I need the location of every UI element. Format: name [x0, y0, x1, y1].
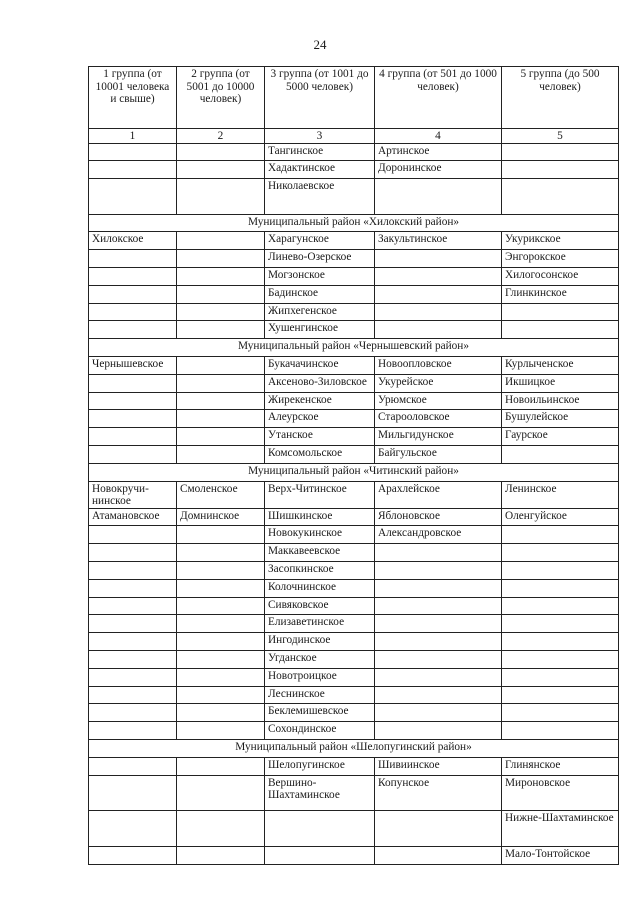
table-row: [89, 526, 619, 544]
group-1-cell: Атамановское: [89, 508, 177, 526]
group-5-cell: [502, 668, 619, 686]
group-5-cell: [502, 143, 619, 161]
group-4-cell: [375, 615, 502, 633]
table-row: [89, 481, 619, 508]
district-title: Муниципальный район «Читинский район»: [89, 463, 619, 481]
group-4-cell: Арахлейское: [375, 481, 502, 508]
table-row: [89, 250, 619, 268]
group-2-cell: [177, 526, 265, 544]
group-4-cell: Доронинское: [375, 161, 502, 179]
group-4-cell: [375, 846, 502, 864]
group-5-cell: Икшицкое: [502, 374, 619, 392]
group-2-cell: [177, 615, 265, 633]
group-3-cell: Комсомольское: [265, 446, 375, 464]
group-4-cell: Александровское: [375, 526, 502, 544]
group-1-cell: [89, 579, 177, 597]
group-5-cell: [502, 704, 619, 722]
group-3-cell: Хушенгинское: [265, 321, 375, 339]
table-row: [89, 811, 619, 847]
group-1-cell: [89, 544, 177, 562]
table-row: [89, 357, 619, 375]
district-title: Муниципальный район «Хилокский район»: [89, 214, 619, 232]
column-number: 3: [265, 129, 375, 144]
group-2-cell: [177, 597, 265, 615]
group-4-cell: Закультинское: [375, 232, 502, 250]
group-1-cell: [89, 285, 177, 303]
header-group-4: 4 группа (от 501 до 1000 человек): [375, 67, 502, 129]
table-header-row: [89, 67, 619, 129]
group-4-cell: Укурейское: [375, 374, 502, 392]
table-row: [89, 303, 619, 321]
group-3-cell: Ингодинское: [265, 633, 375, 651]
group-2-cell: [177, 757, 265, 775]
group-5-cell: [502, 526, 619, 544]
table-row: [89, 686, 619, 704]
group-4-cell: Мильгидунское: [375, 428, 502, 446]
group-2-cell: [177, 775, 265, 811]
group-4-cell: Урюмское: [375, 392, 502, 410]
district-title: Муниципальный район «Чернышевский район»: [89, 339, 619, 357]
group-1-cell: Новокручи-нинское: [89, 481, 177, 508]
group-2-cell: [177, 633, 265, 651]
table-row: [89, 668, 619, 686]
group-4-cell: [375, 562, 502, 580]
group-4-cell: Копунское: [375, 775, 502, 811]
group-3-cell: [265, 846, 375, 864]
district-header-row: [89, 463, 619, 481]
table-row: [89, 321, 619, 339]
group-3-cell: Сохондинское: [265, 722, 375, 740]
group-3-cell: Новотроицкое: [265, 668, 375, 686]
header-group-5: 5 группа (до 500 человек): [502, 67, 619, 129]
group-3-cell: Вершино-Шахтаминское: [265, 775, 375, 811]
column-number: 1: [89, 129, 177, 144]
group-4-cell: Яблоновское: [375, 508, 502, 526]
group-1-cell: [89, 428, 177, 446]
district-header-row: [89, 339, 619, 357]
table-row: [89, 722, 619, 740]
table-row: [89, 562, 619, 580]
group-1-cell: [89, 615, 177, 633]
header-group-3: 3 группа (от 1001 до 5000 человек): [265, 67, 375, 129]
table-row: [89, 232, 619, 250]
group-1-cell: [89, 161, 177, 179]
group-1-cell: [89, 775, 177, 811]
group-5-cell: Глинкинское: [502, 285, 619, 303]
table-row: [89, 268, 619, 286]
table-row: [89, 143, 619, 161]
group-1-cell: [89, 668, 177, 686]
group-3-cell: [265, 811, 375, 847]
group-3-cell: Шишкинское: [265, 508, 375, 526]
district-header-row: [89, 214, 619, 232]
group-3-cell: Тангинское: [265, 143, 375, 161]
group-2-cell: [177, 704, 265, 722]
group-5-cell: [502, 161, 619, 179]
group-4-cell: [375, 321, 502, 339]
group-5-cell: Гаурское: [502, 428, 619, 446]
table-row: [89, 579, 619, 597]
table-row: [89, 775, 619, 811]
group-1-cell: [89, 562, 177, 580]
group-2-cell: [177, 392, 265, 410]
group-5-cell: Бушулейское: [502, 410, 619, 428]
group-2-cell: [177, 232, 265, 250]
group-2-cell: [177, 374, 265, 392]
group-2-cell: [177, 722, 265, 740]
group-5-cell: Курлыченское: [502, 357, 619, 375]
table-row: [89, 446, 619, 464]
group-3-cell: Утанское: [265, 428, 375, 446]
group-3-cell: Верх-Читинское: [265, 481, 375, 508]
group-1-cell: [89, 303, 177, 321]
district-header-row: [89, 740, 619, 758]
group-2-cell: [177, 179, 265, 215]
group-3-cell: Леснинское: [265, 686, 375, 704]
group-3-cell: Аксеново-Зиловское: [265, 374, 375, 392]
group-2-cell: [177, 357, 265, 375]
group-5-cell: [502, 633, 619, 651]
table-row: [89, 846, 619, 864]
group-3-cell: Жипхегенское: [265, 303, 375, 321]
group-2-cell: [177, 143, 265, 161]
group-1-cell: [89, 757, 177, 775]
group-5-cell: [502, 722, 619, 740]
group-3-cell: Маккавеевское: [265, 544, 375, 562]
group-4-cell: [375, 704, 502, 722]
group-2-cell: [177, 428, 265, 446]
group-1-cell: [89, 651, 177, 669]
group-5-cell: Новоильинское: [502, 392, 619, 410]
group-4-cell: [375, 268, 502, 286]
table-row: [89, 615, 619, 633]
group-5-cell: Мало-Тонтойское: [502, 846, 619, 864]
group-1-cell: [89, 392, 177, 410]
group-1-cell: [89, 704, 177, 722]
page-number: 24: [313, 37, 327, 52]
group-2-cell: [177, 668, 265, 686]
group-5-cell: [502, 303, 619, 321]
group-2-cell: [177, 651, 265, 669]
group-5-cell: [502, 597, 619, 615]
group-1-cell: [89, 722, 177, 740]
group-4-cell: [375, 722, 502, 740]
group-4-cell: [375, 285, 502, 303]
group-3-cell: Харагунское: [265, 232, 375, 250]
group-5-cell: [502, 544, 619, 562]
group-1-cell: [89, 597, 177, 615]
column-number: 5: [502, 129, 619, 144]
group-4-cell: Артинское: [375, 143, 502, 161]
column-number: 2: [177, 129, 265, 144]
group-2-cell: [177, 562, 265, 580]
group-1-cell: [89, 811, 177, 847]
group-3-cell: Николаевское: [265, 179, 375, 215]
group-4-cell: Шивиинское: [375, 757, 502, 775]
group-2-cell: [177, 446, 265, 464]
group-3-cell: Беклемишевское: [265, 704, 375, 722]
group-4-cell: [375, 303, 502, 321]
group-4-cell: [375, 250, 502, 268]
group-1-cell: [89, 686, 177, 704]
group-1-cell: Хилокское: [89, 232, 177, 250]
group-3-cell: Бадинское: [265, 285, 375, 303]
group-2-cell: Домнинское: [177, 508, 265, 526]
table-row: [89, 704, 619, 722]
group-1-cell: [89, 446, 177, 464]
table-row: [89, 410, 619, 428]
group-2-cell: [177, 250, 265, 268]
header-group-2: 2 группа (от 5001 до 10000 человек): [177, 67, 265, 129]
group-3-cell: Алеурское: [265, 410, 375, 428]
group-5-cell: Глинянское: [502, 757, 619, 775]
group-3-cell: Жирекенское: [265, 392, 375, 410]
group-2-cell: [177, 285, 265, 303]
group-4-cell: [375, 579, 502, 597]
column-number-row: [89, 129, 619, 144]
group-5-cell: Хилогосонское: [502, 268, 619, 286]
table-row: [89, 428, 619, 446]
group-4-cell: Байгульское: [375, 446, 502, 464]
group-1-cell: [89, 374, 177, 392]
group-2-cell: [177, 811, 265, 847]
group-4-cell: [375, 686, 502, 704]
group-5-cell: Энгорокское: [502, 250, 619, 268]
group-5-cell: [502, 179, 619, 215]
group-2-cell: [177, 846, 265, 864]
table-row: [89, 757, 619, 775]
group-5-cell: Оленгуйское: [502, 508, 619, 526]
table-row: [89, 544, 619, 562]
table-row: [89, 597, 619, 615]
group-5-cell: [502, 686, 619, 704]
group-3-cell: Шелопугинское: [265, 757, 375, 775]
group-4-cell: Новоопловское: [375, 357, 502, 375]
table-row: [89, 633, 619, 651]
table-row: [89, 285, 619, 303]
group-5-cell: Мироновское: [502, 775, 619, 811]
group-3-cell: Колочнинское: [265, 579, 375, 597]
group-5-cell: [502, 579, 619, 597]
column-number: 4: [375, 129, 502, 144]
group-1-cell: [89, 250, 177, 268]
group-5-cell: [502, 615, 619, 633]
group-5-cell: [502, 321, 619, 339]
group-4-cell: [375, 668, 502, 686]
group-5-cell: Ленинское: [502, 481, 619, 508]
group-1-cell: [89, 179, 177, 215]
group-2-cell: [177, 303, 265, 321]
group-3-cell: Линево-Озерское: [265, 250, 375, 268]
table-row: [89, 651, 619, 669]
group-3-cell: Могзонское: [265, 268, 375, 286]
group-3-cell: Сивяковское: [265, 597, 375, 615]
group-2-cell: Смоленское: [177, 481, 265, 508]
group-1-cell: [89, 410, 177, 428]
group-2-cell: [177, 161, 265, 179]
table-row: [89, 392, 619, 410]
group-5-cell: [502, 446, 619, 464]
group-4-cell: Старооловское: [375, 410, 502, 428]
group-5-cell: Нижне-Шахтаминское: [502, 811, 619, 847]
group-1-cell: [89, 321, 177, 339]
group-2-cell: [177, 544, 265, 562]
group-3-cell: Засопкинское: [265, 562, 375, 580]
group-3-cell: Новокукинское: [265, 526, 375, 544]
group-2-cell: [177, 268, 265, 286]
group-5-cell: [502, 651, 619, 669]
group-1-cell: [89, 526, 177, 544]
group-4-cell: [375, 633, 502, 651]
group-1-cell: [89, 846, 177, 864]
group-4-cell: [375, 811, 502, 847]
group-5-cell: [502, 562, 619, 580]
group-1-cell: [89, 143, 177, 161]
group-4-cell: [375, 597, 502, 615]
group-1-cell: [89, 268, 177, 286]
table-row: [89, 179, 619, 215]
group-5-cell: Укурикское: [502, 232, 619, 250]
group-1-cell: [89, 633, 177, 651]
municipalities-table: [88, 66, 619, 865]
district-title: Муниципальный район «Шелопугинский район»: [89, 740, 619, 758]
table-row: [89, 161, 619, 179]
group-4-cell: [375, 179, 502, 215]
group-2-cell: [177, 686, 265, 704]
group-3-cell: Елизаветинское: [265, 615, 375, 633]
group-4-cell: [375, 651, 502, 669]
table-row: [89, 374, 619, 392]
group-2-cell: [177, 410, 265, 428]
group-1-cell: Чернышевское: [89, 357, 177, 375]
group-2-cell: [177, 321, 265, 339]
group-4-cell: [375, 544, 502, 562]
group-3-cell: Букачачинское: [265, 357, 375, 375]
group-3-cell: Хадактинское: [265, 161, 375, 179]
header-group-1: 1 группа (от 10001 человека и свыше): [89, 67, 177, 129]
group-3-cell: Угданское: [265, 651, 375, 669]
group-2-cell: [177, 579, 265, 597]
table-row: [89, 508, 619, 526]
